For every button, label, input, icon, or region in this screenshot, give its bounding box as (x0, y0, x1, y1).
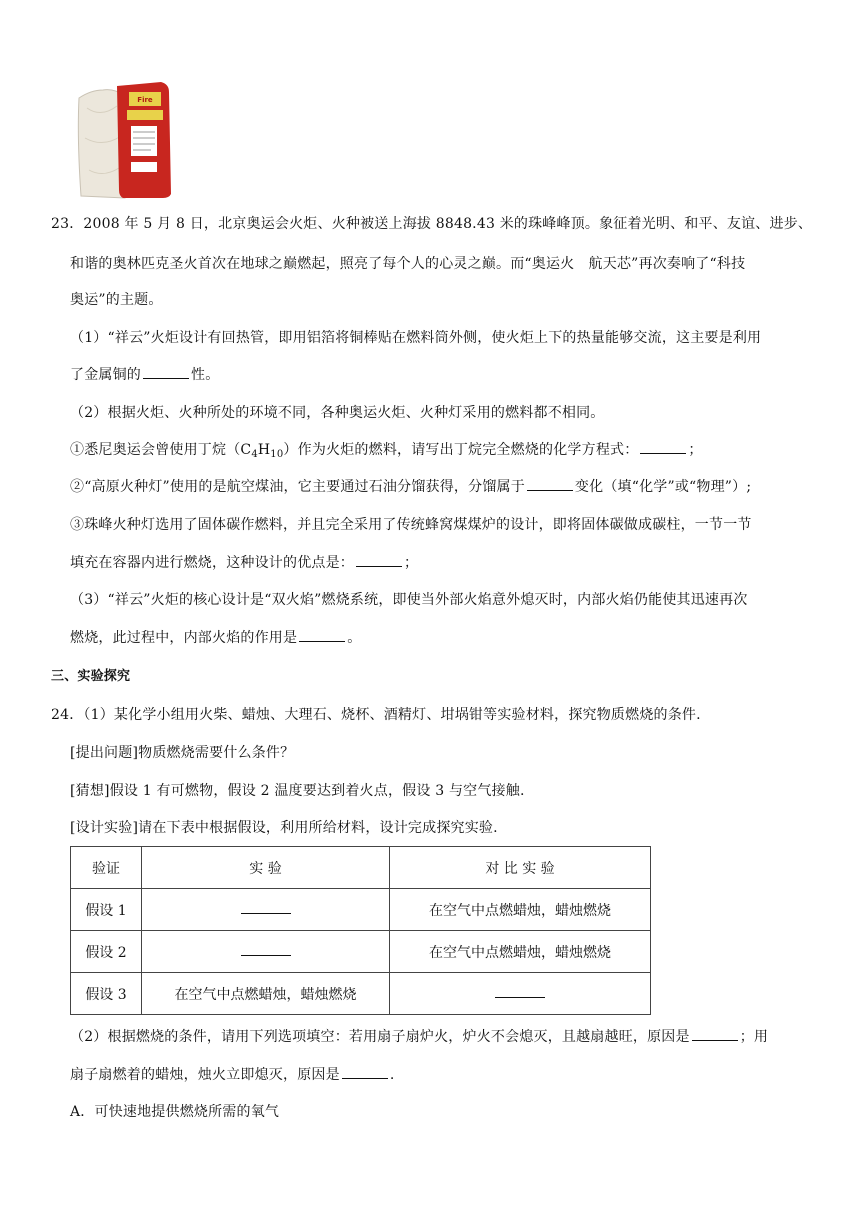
table-cell: 在空气中点燃蜡烛，蜡烛燃烧 (390, 889, 651, 931)
q23-sub1-text-c: ）作为火炬的燃料，请写出丁烷完全燃烧的化学方程式： (283, 442, 639, 458)
q24-line-4: [设计实验]请在下表中根据假设，利用所给材料，设计完成探究实验. (70, 820, 498, 836)
formula-subscript: 4 (251, 449, 258, 460)
table-header: 实 验 (142, 847, 390, 889)
option-a: A．可快速地提供燃烧所需的氧气 (70, 1104, 280, 1120)
q23-sub2 (70, 478, 751, 496)
table-row (71, 931, 651, 973)
q23-part1-line-1: （1）“祥云”火炬设计有回热管，即用铝箔将铜棒贴在燃料筒外侧，使火炬上下的热量能够交流，这主要是利用 (70, 330, 762, 346)
answer-blank[interactable] (143, 366, 189, 379)
table-cell (142, 931, 390, 973)
q23-part3-text-b: 。 (347, 630, 362, 646)
experiment-table (70, 846, 651, 1015)
q23-part2: （2）根据火炬、火种所处的环境不同，各种奥运火炬、火种灯采用的燃料都不相同。 (70, 405, 605, 421)
q23-sub1 (70, 441, 703, 464)
table-header: 对 比 实 验 (390, 847, 651, 889)
q23-sub3-line-2 (70, 554, 418, 572)
table-cell: 在空气中点燃蜡烛，蜡烛燃烧 (142, 973, 390, 1015)
q23-sub2-text-b: 变化（填“化学”或“物理”）; (574, 479, 752, 495)
table-cell (390, 973, 651, 1015)
answer-blank[interactable] (640, 441, 686, 454)
answer-blank[interactable] (527, 478, 573, 491)
table-row (71, 973, 651, 1015)
q23-part3-text-a: 燃烧，此过程中，内部火焰的作用是 (70, 630, 298, 646)
q23-part3-line-1: （3）“祥云”火炬的核心设计是“双火焰”燃烧系统，即使当外部火焰意外熄灭时，内部火焰仍能使其迅速再次 (70, 592, 748, 608)
q23-sub1-text-d: ； (688, 442, 703, 458)
answer-blank[interactable] (299, 629, 345, 642)
q23-sub1-text-a: ①悉尼奥运会曾使用丁烷（C (70, 442, 252, 458)
q23-sub3-text-a: 填充在容器内进行燃烧，这种设计的优点是： (70, 555, 354, 571)
table-header-row (71, 847, 651, 889)
q24-line-3: [猜想]假设 1 有可燃物，假设 2 温度要达到着火点，假设 3 与空气接触. (70, 783, 525, 799)
fire-blanket-image (73, 78, 173, 200)
table-cell: 假设 1 (71, 889, 142, 931)
q24-part2-line-2 (70, 1066, 394, 1084)
q24-part2-text-b: ；用 (739, 1029, 769, 1045)
q23-sub2-text-a: ②“高原火种灯”使用的是航空煤油，它主要通过石油分馏获得，分馏属于 (70, 479, 525, 495)
answer-blank[interactable] (692, 1028, 738, 1041)
formula-subscript: 10 (270, 449, 284, 460)
table-cell: 假设 2 (71, 931, 142, 973)
table-cell: 在空气中点燃蜡烛，蜡烛燃烧 (390, 931, 651, 973)
fire-blanket-logo-text: Fire (137, 96, 153, 104)
q24-part2-text-d: . (389, 1067, 395, 1083)
q23-part1-line-2 (70, 366, 219, 384)
q23-part3-line-2 (70, 629, 361, 647)
answer-blank[interactable] (342, 1066, 388, 1079)
table-cell: 假设 3 (71, 973, 142, 1015)
q23-line-2: 和谐的奥林匹克圣火首次在地球之巅燃起，照亮了每个人的心灵之巅。而“奥运火 航天芯”再次奏响了“科技 (70, 256, 746, 272)
q23-sub3-line-1: ③珠峰火种灯选用了固体碳作燃料，并且完全采用了传统蜂窝煤煤炉的设计，即将固体碳做成碳柱，一节一节 (70, 517, 752, 533)
table-cell (142, 889, 390, 931)
q24-line-1: 24．（1）某化学小组用火柴、蜡烛、大理石、烧杯、酒精灯、坩埚钳等实验材料，探究物质燃烧的条件. (51, 707, 701, 723)
answer-blank[interactable] (356, 554, 402, 567)
answer-blank[interactable] (241, 943, 291, 956)
q23-line-1: 23．2008 年 5 月 8 日，北京奥运会火炬、火种被送上海拔 8848.43 米的珠峰峰顶。象征着光明、和平、友谊、进步、 (51, 216, 813, 232)
q23-sub1-text-b: H (257, 442, 271, 458)
q24-part2-text-a: （2）根据燃烧的条件，请用下列选项填空：若用扇子扇炉火，炉火不会熄灭，且越扇越旺，原因是 (70, 1029, 690, 1045)
q24-line-2: [提出问题]物质燃烧需要什么条件？ (70, 745, 295, 761)
answer-blank[interactable] (241, 901, 291, 914)
table-row (71, 889, 651, 931)
q23-part1-text-a: 了金属铜的 (70, 367, 141, 383)
q23-sub3-text-b: ； (404, 555, 419, 571)
q23-line-3: 奥运”的主题。 (70, 292, 163, 308)
section-heading: 三、实验探究 (51, 669, 131, 684)
q24-part2-line-1 (70, 1028, 768, 1046)
q23-part1-text-b: 性。 (191, 367, 220, 383)
table-header: 验证 (71, 847, 142, 889)
answer-blank[interactable] (495, 985, 545, 998)
q24-part2-text-c: 扇子扇燃着的蜡烛，烛火立即熄灭，原因是 (70, 1067, 340, 1083)
